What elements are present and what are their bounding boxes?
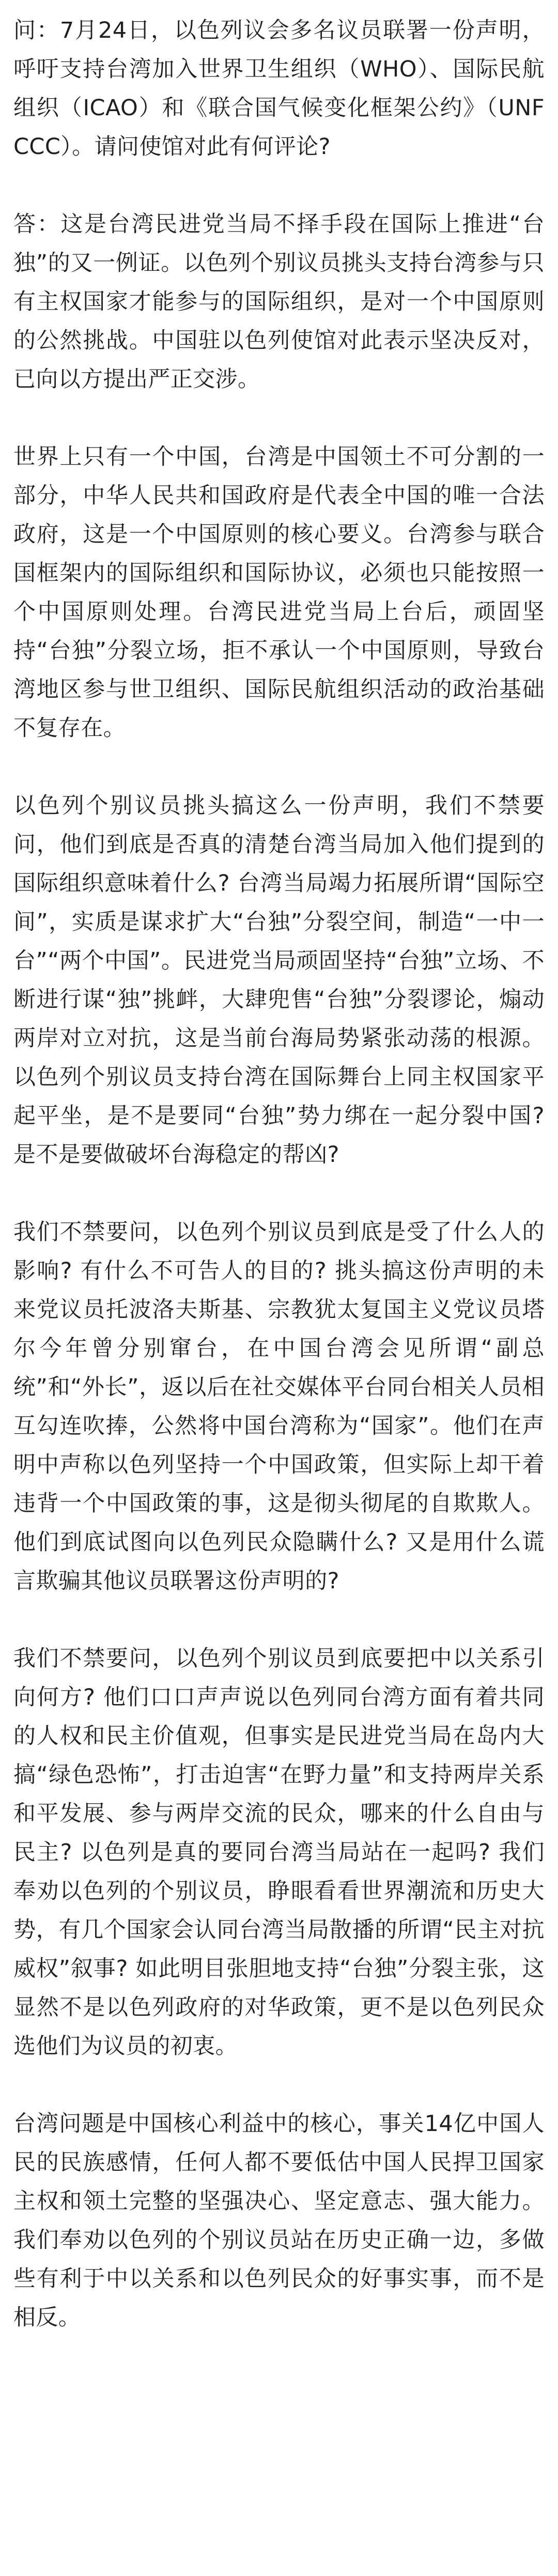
closing-paragraph: 台湾问题是中国核心利益中的核心，事关14亿中国人民的民族感情，任何人都不要低估中国人民捍卫国家主权和领土完整的坚强决心、坚定意志、强大能力。我们奉劝以色列的个别议员站在历史正确一边，多做些有利于中以关系和以色列民众的好事实事，而不是相反。 [13, 2111, 545, 2330]
body-paragraph-one-china: 世界上只有一个中国，台湾是中国领土不可分割的一部分，中华人民共和国政府是代表全中国的唯一合法政府，这是一个中国原则的核心要义。台湾参与联合国框架内的国际组织和国际协议，必须也只能按照一个中国原则处理。台湾民进党当局上台后，顽固坚持“台独”分裂立场，拒不承认一个中国原则，导致台湾地区参与世卫组织、国际民航组织活动的政治基础不复存在。 [13, 444, 545, 741]
answer-paragraph: 答：这是台湾民进党当局不择手段在国际上推进“台独”的又一例证。以色列个别议员挑头支持台湾参与只有主权国家才能参与的国际组织，是对一个中国原则的公然挑战。中国驻以色列使馆对此表示坚决反对，已向以方提出严正交涉。 [13, 211, 545, 392]
body-paragraph-third-question: 我们不禁要问，以色列个别议员到底要把中以关系引向何方? 他们口口声声说以色列同台湾方面有着共同的人权和民主价值观，但事实是民进党当局在岛内大搞“绿色恐怖”，打击迫害“在野力量”和支持两岸关系和平发展、参与两岸交流的民众，哪来的什么自由与民主? 以色列是真的要同台湾当局站在一起吗? 我们奉劝以色列的个别议员，睁眼看看世界潮流和历史大势，有几个国家会认同台湾当局散播的所谓“民主对抗威权”叙事? 如此明目张胆地支持“台独”分裂主张，这显然不是以色列政府的对华政策，更不是以色列民众选他们为议员的初衷。 [13, 1646, 545, 2059]
question-paragraph: 问：7月24日，以色列议会多名议员联署一份声明，呼吁支持台湾加入世界卫生组织（WHO）、国际民航组织（ICAO）和《联合国气候变化框架公约》（UNFCCC）。请问使馆对此有何评论? [13, 18, 545, 160]
body-paragraph-first-question: 以色列个别议员挑头搞这么一份声明，我们不禁要问，他们到底是否真的清楚台湾当局加入他们提到的国际组织意味着什么? 台湾当局竭力拓展所谓“国际空间”，实质是谋求扩大“台独”分裂空间，制造“一中一台”“两个中国”。民进党当局顽固坚持“台独”立场、不断进行谋“独”挑衅，大肆兜售“台独”分裂谬论，煽动两岸对立对抗，这是当前台海局势紧张动荡的根源。以色列个别议员支持台湾在国际舞台上同主权国家平起平坐，是不是要同“台独”势力绑在一起分裂中国? 是不是要做破坏台海稳定的帮凶? [13, 793, 552, 1168]
body-paragraph-second-question: 我们不禁要问，以色列个别议员到底是受了什么人的影响? 有什么不可告人的目的? 挑头搞这份声明的未来党议员托波洛夫斯基、宗教犹太复国主义党议员塔尔今年曾分别窜台，在中国台湾会见所谓“副总统”和“外长”，返以后在社交媒体平台同台相关人员相互勾连吹捧，公然将中国台湾称为“国家”。他们在声明中声称以色列坚持一个中国政策，但实际上却干着违背一个中国政策的事，这是彻头彻尾的自欺欺人。他们到底试图向以色列民众隐瞒什么? 又是用什么谎言欺骗其他议员联署这份声明的? [13, 1219, 545, 1594]
